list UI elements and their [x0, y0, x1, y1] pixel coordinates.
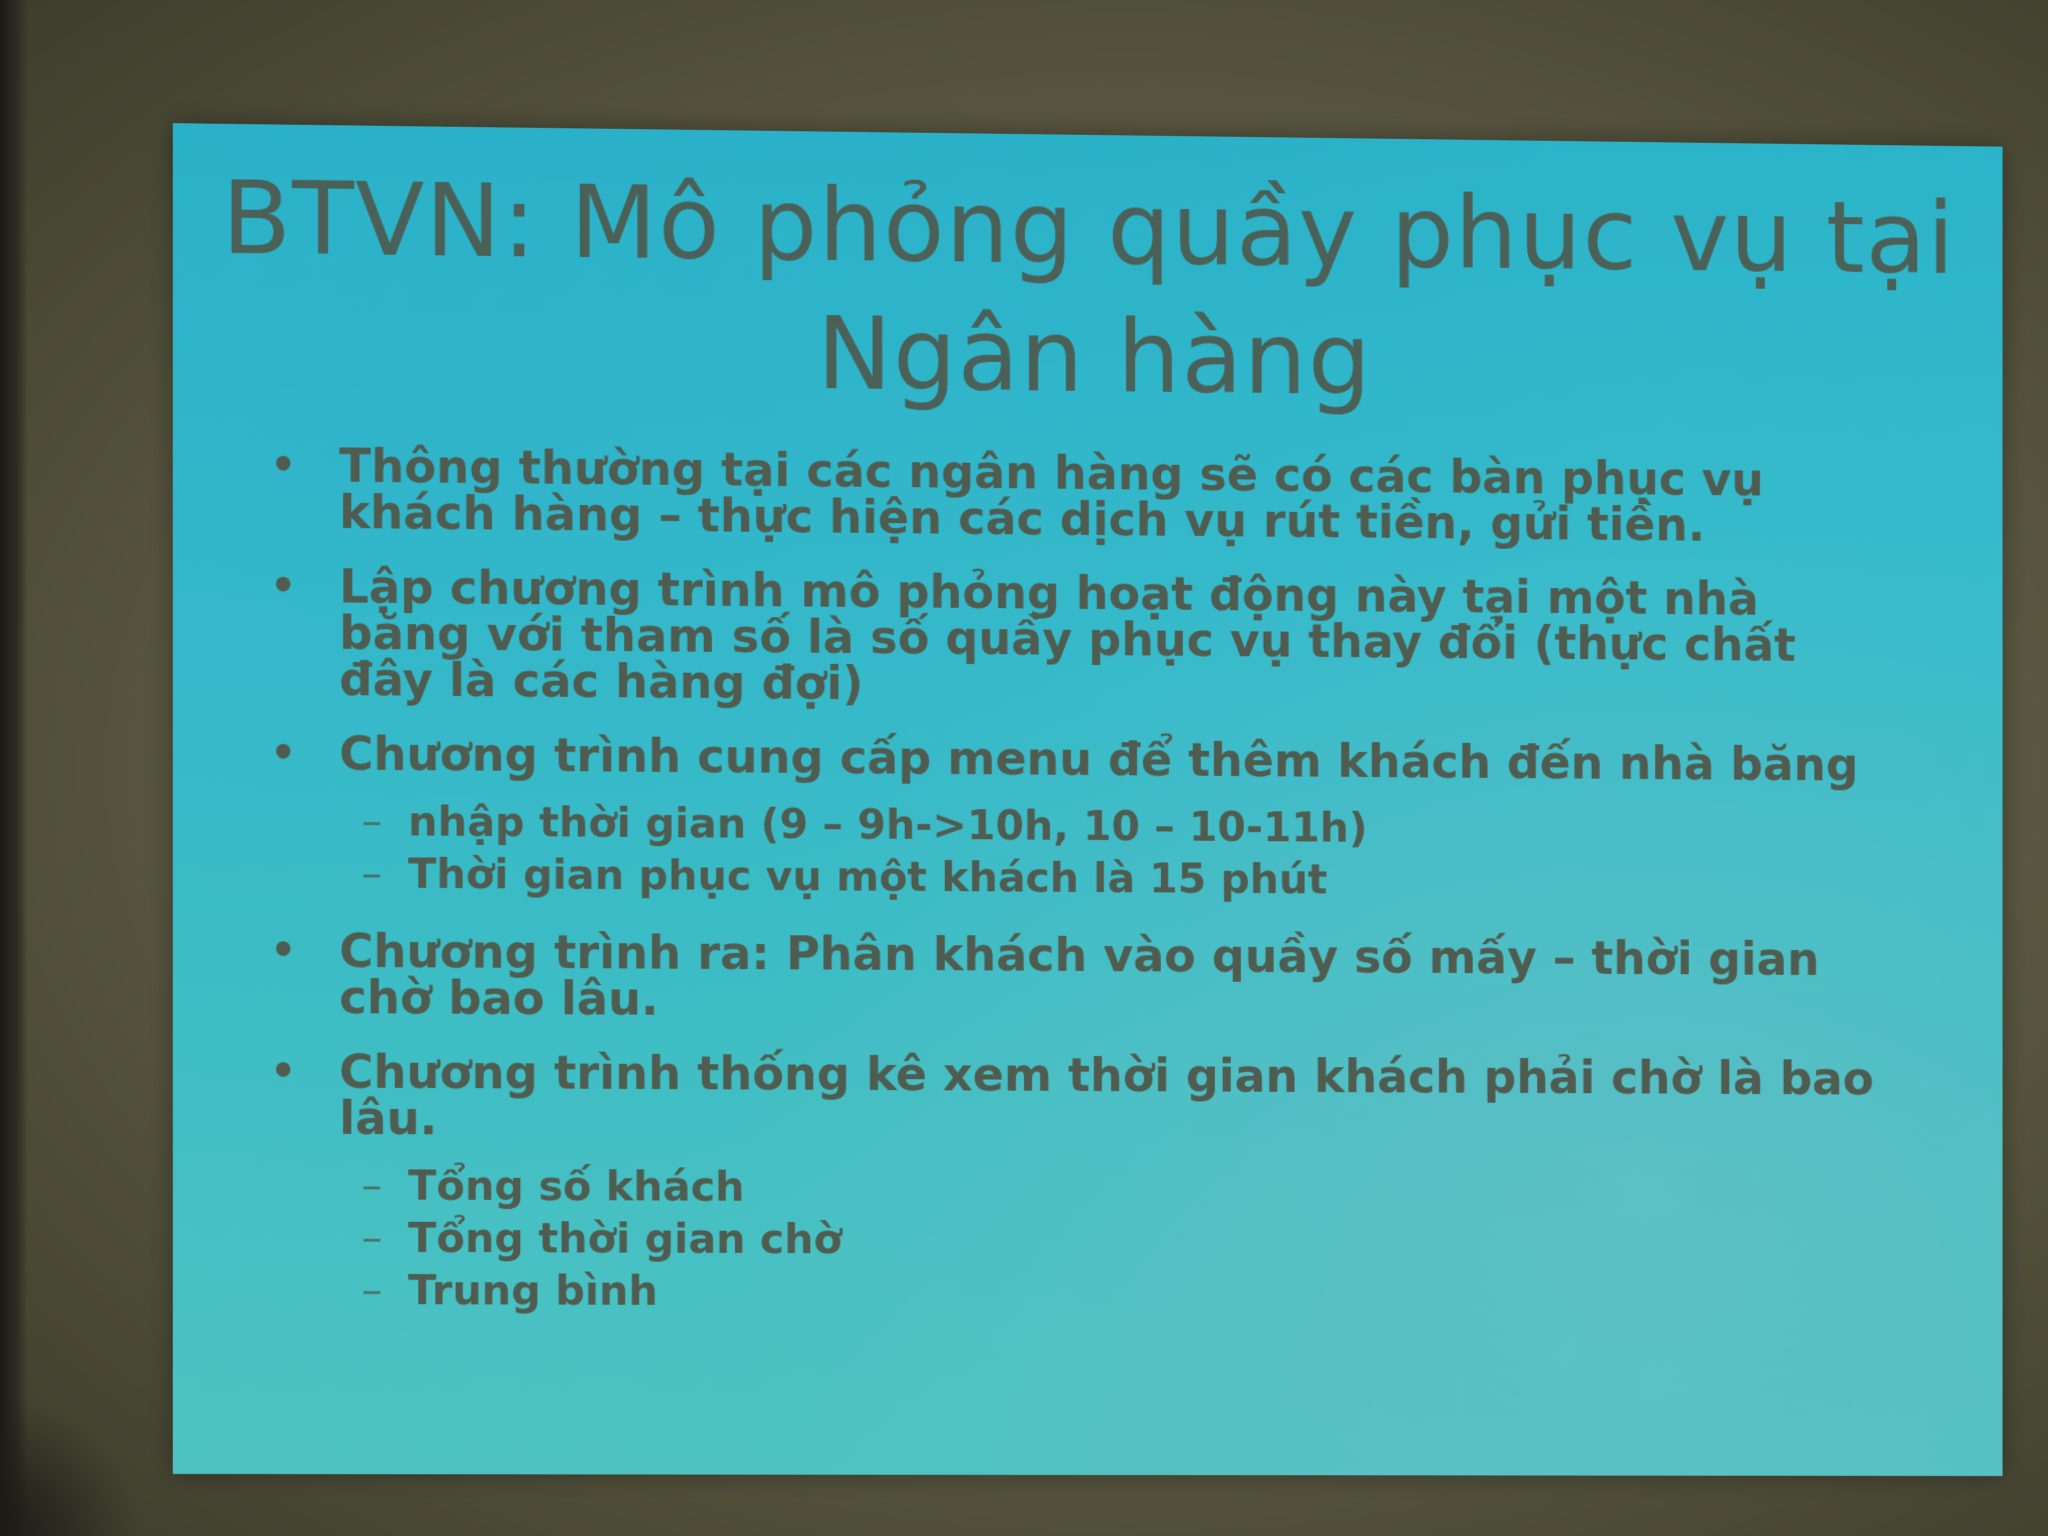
dash-icon: – [361, 849, 383, 898]
bullet-item [264, 923, 1884, 1028]
bullet-item [264, 726, 1884, 909]
sub-item-text: Thời gian phục vụ một khách là 15 phút [408, 849, 1328, 904]
bullet-text: Chương trình cung cấp menu để thêm khách đến nhà băng [339, 726, 1859, 792]
bullet-text: Lập chương trình mô phỏng hoạt động này tại một nhà băng với tham số là số quầy phục vụ thay đổi (thực chất đây là các hàng đợi) [339, 559, 1796, 711]
sub-list [339, 1159, 1884, 1320]
sub-item [339, 847, 1884, 909]
dash-icon: – [361, 1161, 383, 1210]
sub-list [339, 795, 1884, 909]
bullet-text: Chương trình ra: Phân khách vào quầy số mấy – thời gian chờ bao lâu. [339, 923, 1820, 1026]
slide-title: BTVN: Mô phỏng quầy phục vụ tại Ngân hàng [221, 159, 1956, 418]
sub-item [339, 1211, 1884, 1268]
sub-item-text: nhập thời gian (9 – 9h->10h, 10 – 10-11h) [408, 797, 1368, 852]
bullet-list [264, 438, 1884, 1348]
room-edge-left [0, 0, 28, 1536]
bullet-dot-icon: • [270, 562, 297, 610]
sub-item-text: Tổng số khách [408, 1161, 745, 1211]
sub-item-text: Tổng thời gian chờ [408, 1213, 842, 1264]
bullet-item [264, 438, 1884, 552]
dash-icon: – [361, 796, 383, 846]
bullet-dot-icon: • [270, 927, 297, 974]
bullet-dot-icon: • [270, 729, 297, 777]
bullet-item [264, 1044, 1884, 1320]
room-shadow [0, 1396, 140, 1536]
bullet-text: Chương trình thống kê xem thời gian khách phải chờ là bao lâu. [339, 1044, 1874, 1146]
sub-item [339, 1159, 1884, 1217]
projected-slide [173, 123, 2003, 1476]
bullet-dot-icon: • [270, 1048, 297, 1095]
dash-icon: – [361, 1265, 383, 1315]
sub-item [339, 1264, 1884, 1320]
sub-item-text: Trung bình [408, 1265, 658, 1315]
bullet-text: Thông thường tại các ngân hàng sẽ có các bàn phục vụ khách hàng – thực hiện các dịch vụ rút tiền, gửi tiền. [339, 438, 1764, 552]
bullet-item [264, 559, 1884, 714]
dash-icon: – [361, 1213, 383, 1262]
bullet-dot-icon: • [270, 441, 297, 489]
